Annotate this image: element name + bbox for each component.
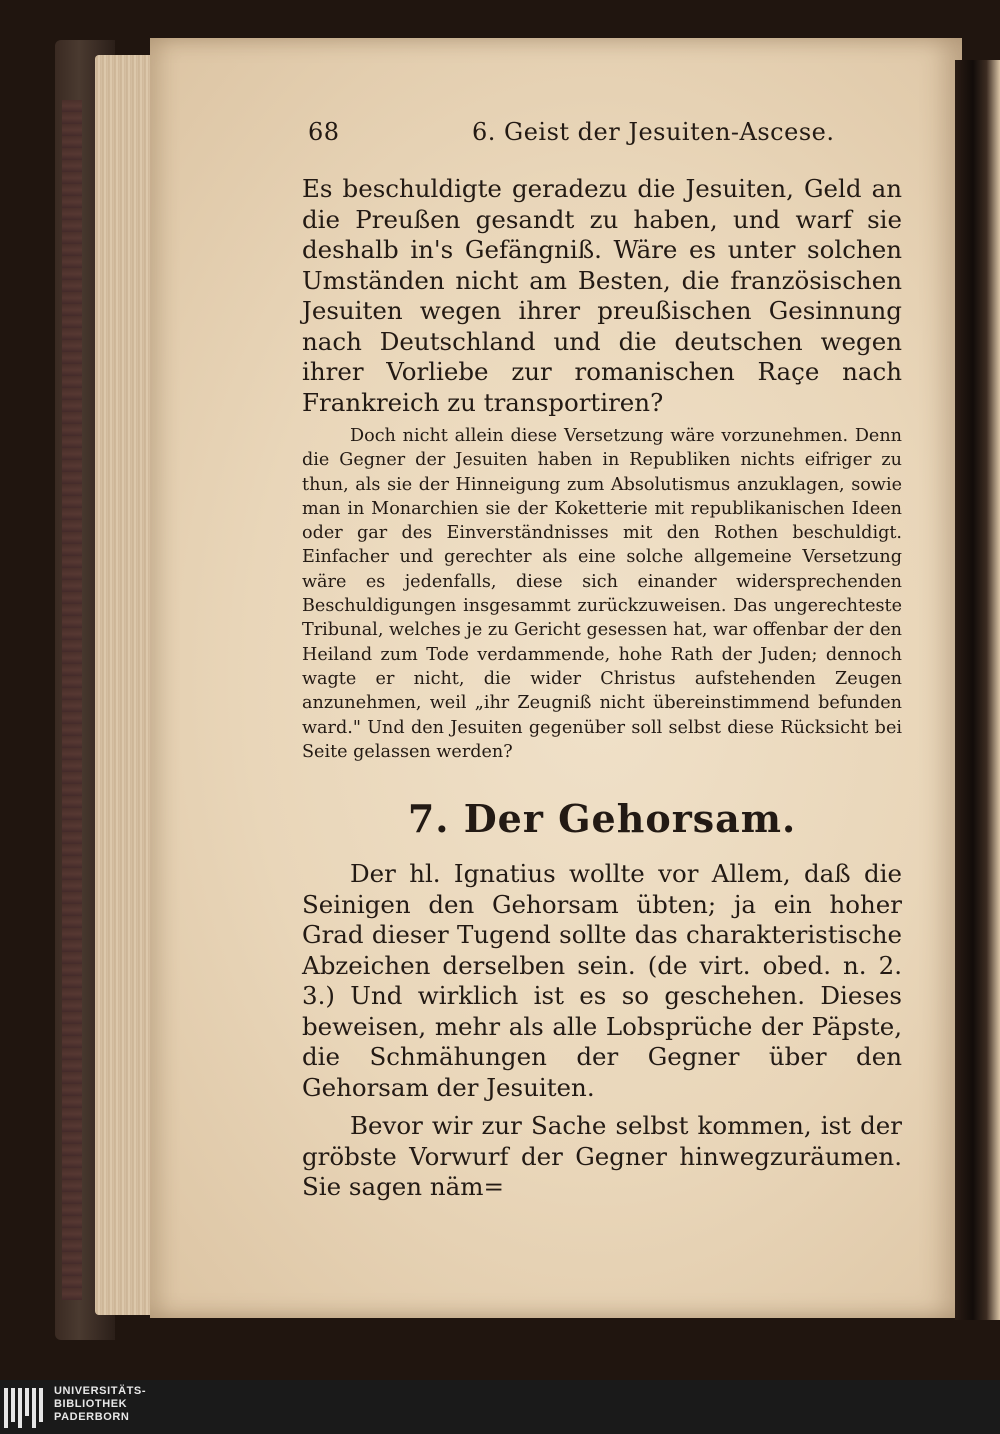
paragraph-small: Doch nicht allein diese Versetzung wäre vorzunehmen. Denn die Gegner der Jesuiten haben in Republiken nichts eifriger zu thun, als sie der Hinneigung zum Absolutismus anzuklagen, sowie man in Monarchien sie der Koketterie mit republikanischen Ideen oder gar des Einverständnisses mit den Rothen beschuldigt. Einfacher und gerechter als eine solche allgemeine Versetzung wäre es jedenfalls, diese sich einander widersprechenden Beschuldigungen insgesammt zurückzuweisen. Das ungerechteste Tribunal, welches je zu Gericht gesessen hat, war offenbar der den Heiland zum Tode verdammende, hohe Rath der Juden; dennoch wagte er nicht, die wider Christus aufstehenden Zeugen anzunehmen, weil „ihr Zeugniß nicht übereinstimmend befunden ward." Und den Jesuiten gegenüber soll selbst diese Rücksicht bei Seite gelassen werden?: [302, 426, 902, 762]
library-logo-text: [54, 1385, 146, 1424]
page-content: [302, 118, 902, 1203]
paragraph: Es beschuldigte geradezu die Jesuiten, Geld an die Preußen gesandt zu haben, und warf sie deshalb in's Gefängniß. Wäre es unter solchen Umständen nicht am Besten, die französischen Jesuiten wegen ihrer preußischen Gesinnung nach Deutschland und die deutschen wegen ihrer Vorliebe zur romanischen Raçe nach Frankreich zu transportiren?: [302, 174, 902, 417]
logo-line: UNIVERSITÄTS-: [54, 1385, 147, 1397]
running-title: 6. Geist der Jesuiten-Ascese.: [472, 118, 835, 146]
logo-line: BIBLIOTHEK: [54, 1398, 128, 1410]
logo-line: PADERBORN: [54, 1411, 130, 1423]
cover-edge-texture: [62, 100, 82, 1300]
paragraph: Der hl. Ignatius wollte vor Allem, daß die Seinigen den Gehorsam übten; ja ein hoher Grad dieser Tugend sollte das charakteristische Abzeichen derselben sein. (de virt. obed. n. 2. 3.) Und wirklich ist es so geschehen. Dieses beweisen, mehr als alle Lobsprüche der Päpste, die Schmähungen der Gegner über den Gehorsam der Jesuiten.: [302, 859, 902, 1102]
page-number: 68: [308, 118, 340, 146]
library-barcode-logo-icon: [4, 1388, 48, 1428]
library-footer: [0, 1380, 1000, 1434]
book-gutter: [955, 60, 1000, 1320]
running-head: [302, 118, 902, 158]
paragraph: Bevor wir zur Sache selbst kommen, ist der gröbste Vorwurf der Gegner hinwegzuräumen. Sie sagen näm=: [302, 1111, 902, 1202]
section-heading: 7. Der Gehorsam.: [407, 796, 797, 842]
